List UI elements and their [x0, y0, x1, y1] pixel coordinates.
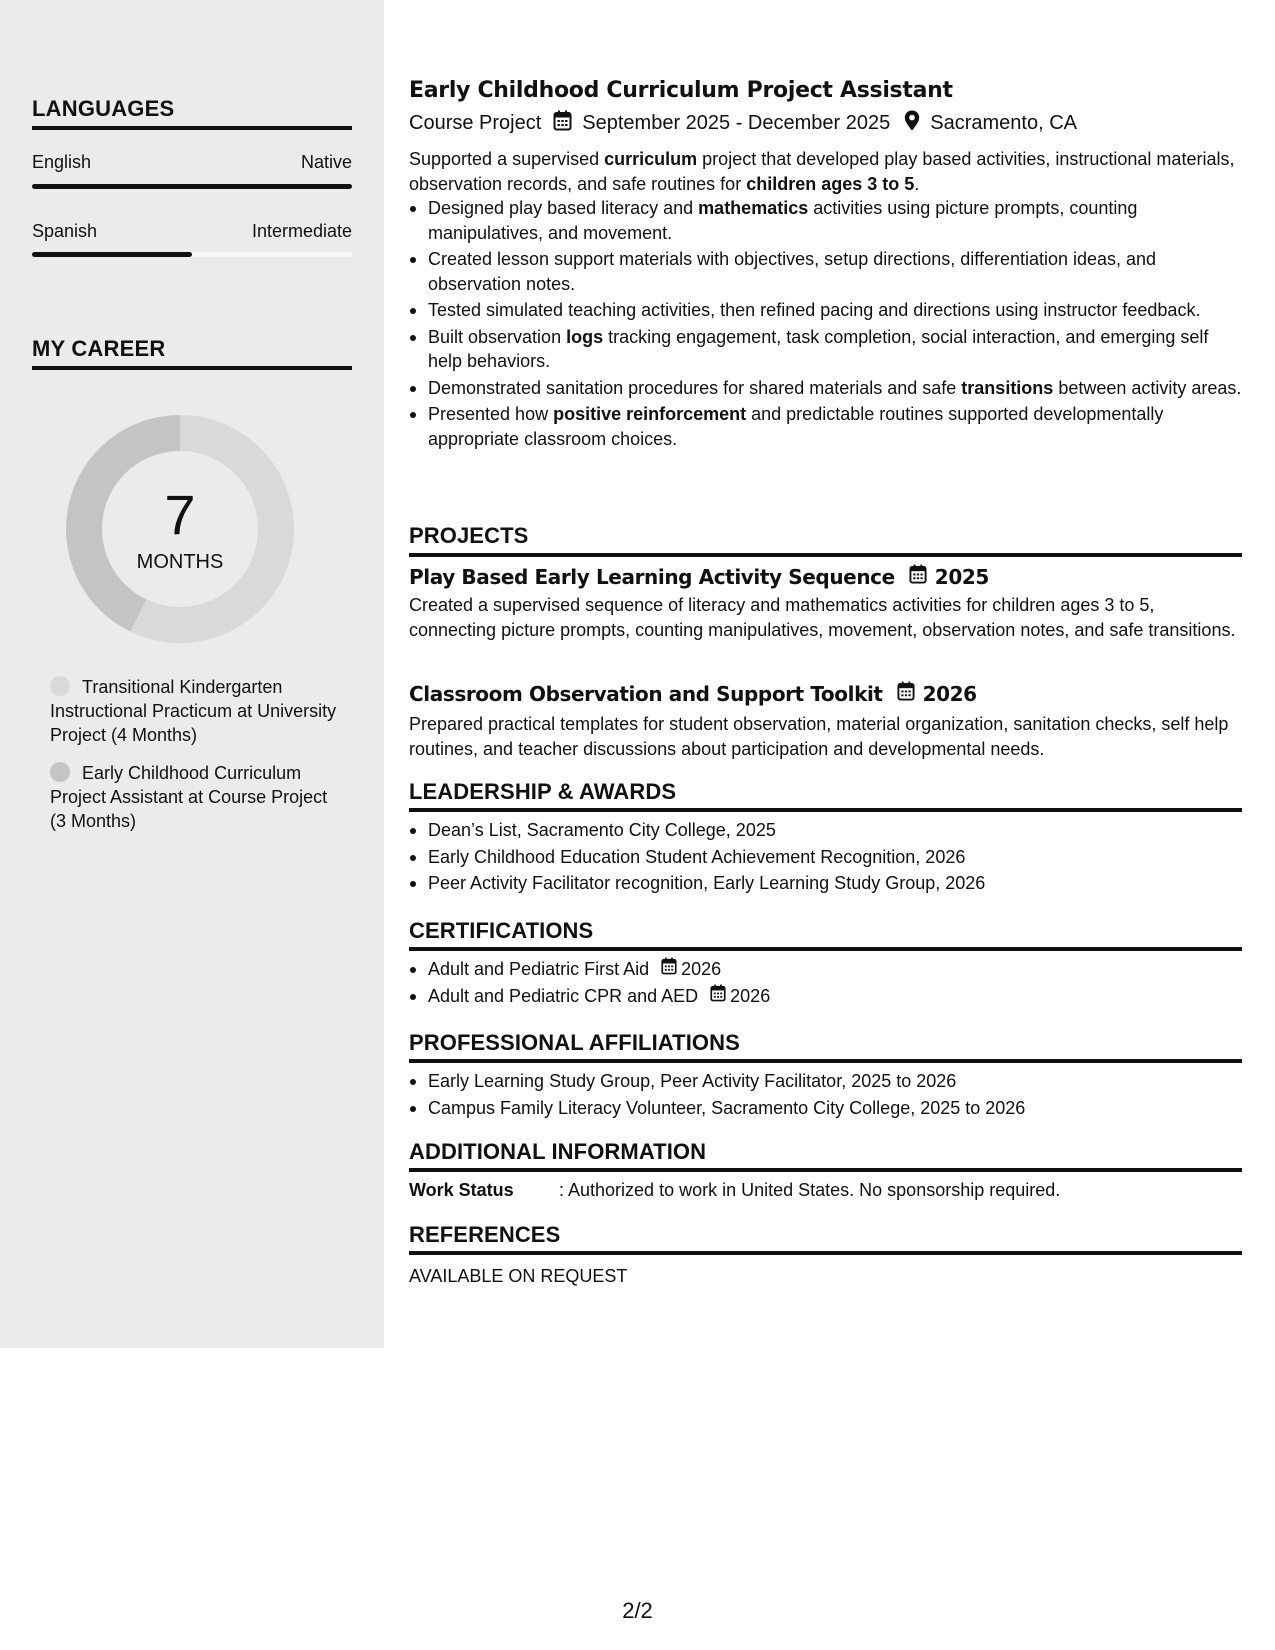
calendar-icon: [710, 984, 726, 1009]
legend-dot: [50, 676, 70, 696]
project-name: Classroom Observation and Support Toolkit: [409, 681, 883, 706]
job-dates: September 2025 - December 2025: [582, 112, 891, 134]
calendar-icon: [909, 564, 927, 589]
bullet-bold: transitions: [961, 377, 1054, 398]
bullet-text: activities using picture prompts, counting manipulatives, and movement.: [428, 198, 1138, 243]
cert-year: 2026: [730, 985, 771, 1006]
work-status-value: : Authorized to work in United States. No sponsorship required.: [559, 1180, 1061, 1200]
leadership-rule: [409, 808, 1242, 812]
job-meta: [409, 110, 1077, 137]
summary-text: Supported a supervised: [409, 149, 605, 169]
career-donut: [66, 415, 294, 643]
language-name: Spanish: [32, 221, 98, 241]
career-total-unit: MONTHS: [136, 551, 224, 573]
list-item: Campus Family Literacy Volunteer, Sacramento City College, 2025 to 2026: [409, 1096, 1242, 1121]
job-bullets: [409, 196, 1242, 453]
language-bar-spanish: [32, 252, 352, 257]
list-item: [409, 325, 1242, 374]
affiliations-rule: [409, 1059, 1242, 1063]
project-description: Created a supervised sequence of literacy and mathematics activities for children ages 3 to 5, connecting picture prompts, counting manipulatives, movement, observation notes, and safe transitions.: [409, 595, 1236, 640]
list-item: [409, 196, 1242, 245]
cert-name: Adult and Pediatric CPR and AED: [428, 985, 699, 1006]
leadership-list: [409, 818, 1242, 898]
languages-rule: [32, 126, 352, 130]
list-item: Peer Activity Facilitator recognition, Early Learning Study Group, 2026: [409, 871, 1242, 896]
list-item: [409, 402, 1242, 451]
language-level: Native: [300, 152, 352, 172]
additional-rule: [409, 1168, 1242, 1172]
references-heading: REFERENCES: [409, 1222, 561, 1247]
bullet-text: tracking engagement, task completion, social interaction, and emerging self help behaviors.: [428, 326, 1209, 371]
list-item: [409, 984, 1242, 1009]
career-rule: [32, 366, 352, 370]
list-item: [409, 376, 1242, 401]
bullet-bold: logs: [566, 326, 604, 347]
bullet-text: Presented how: [428, 404, 554, 424]
list-item: [409, 957, 1242, 982]
career-total-value: 7: [164, 483, 196, 546]
summary-bold: children ages 3 to 5: [746, 173, 915, 194]
bullet-bold: mathematics: [698, 198, 809, 218]
project-name: Play Based Early Learning Activity Sequence: [409, 564, 895, 589]
career-legend-label: Transitional Kindergarten Instructional Practicum at University Project (4 Months): [50, 677, 337, 745]
affiliations-list: [409, 1069, 1242, 1122]
bullet-text: Tested simulated teaching activities, then refined pacing and directions using instructor feedback.: [428, 300, 1201, 320]
languages-heading: LANGUAGES: [32, 96, 175, 121]
bullet-bold: positive reinforcement: [553, 404, 747, 424]
project-title: [409, 564, 989, 589]
cert-year: 2026: [681, 959, 722, 979]
bullet-text: Created lesson support materials with objectives, setup directions, differentiation ideas, and observation notes.: [428, 249, 1157, 294]
sidebar: [0, 0, 384, 1348]
work-status-label: Work Status: [409, 1180, 514, 1200]
calendar-icon: [661, 957, 677, 982]
project-description: Prepared practical templates for student observation, material organization, sanitation checks, self help routines, and teacher discussions about participation and developmental needs.: [409, 714, 1229, 759]
list-item: Early Learning Study Group, Peer Activity Facilitator, 2025 to 2026: [409, 1069, 1242, 1094]
job-title: Early Childhood Curriculum Project Assistant: [409, 78, 953, 103]
language-bar-fill: [32, 252, 192, 257]
language-bar-fill: [32, 184, 352, 189]
list-item: [409, 247, 1242, 296]
map-pin-icon: [904, 110, 920, 137]
job-location: Sacramento, CA: [930, 112, 1077, 134]
career-heading: MY CAREER: [32, 336, 166, 361]
summary-text: project that developed play based activities, instructional materials, observation records, and safe routines for: [409, 149, 1235, 194]
additional-heading: ADDITIONAL INFORMATION: [409, 1139, 707, 1164]
references-rule: [409, 1251, 1242, 1255]
language-name: English: [32, 152, 92, 172]
references-text: AVAILABLE ON REQUEST: [409, 1266, 628, 1286]
calendar-icon: [897, 681, 915, 706]
project-year: 2025: [934, 564, 989, 589]
certifications-rule: [409, 947, 1242, 951]
bullet-text: and predictable routines supported developmentally appropriate classroom choices.: [428, 404, 1164, 449]
certifications-list: [409, 957, 1242, 1010]
project-title: [409, 681, 977, 706]
summary-text: .: [914, 173, 920, 194]
language-bar-english: [32, 184, 352, 189]
career-legend-item: [50, 761, 340, 833]
career-legend-item: [50, 675, 340, 747]
certifications-heading: CERTIFICATIONS: [409, 918, 594, 943]
language-level: Intermediate: [251, 221, 352, 241]
projects-rule: [409, 553, 1242, 557]
projects-heading: PROJECTS: [409, 523, 529, 548]
job-org: Course Project: [409, 112, 542, 134]
summary-bold: curriculum: [604, 149, 698, 169]
leadership-heading: LEADERSHIP & AWARDS: [409, 779, 677, 804]
calendar-icon: [553, 110, 572, 137]
language-row-spanish: [32, 221, 352, 242]
legend-dot: [50, 762, 70, 782]
list-item: Early Childhood Education Student Achievement Recognition, 2026: [409, 845, 1242, 870]
page-number: 2/2: [622, 1598, 653, 1623]
bullet-text: Designed play based literacy and: [428, 198, 699, 218]
list-item: [409, 298, 1242, 323]
project-year: 2026: [922, 681, 977, 706]
cert-name: Adult and Pediatric First Aid: [428, 959, 650, 979]
bullet-text: Demonstrated sanitation procedures for shared materials and safe: [428, 377, 962, 398]
bullet-text: Built observation: [428, 326, 567, 347]
bullet-text: between activity areas.: [1053, 377, 1242, 398]
affiliations-heading: PROFESSIONAL AFFILIATIONS: [409, 1030, 740, 1055]
list-item: Dean’s List, Sacramento City College, 2025: [409, 818, 1242, 843]
job-summary: [409, 147, 1242, 196]
language-row-english: [32, 152, 352, 173]
career-legend-label: Early Childhood Curriculum Project Assistant at Course Project (3 Months): [50, 763, 328, 831]
